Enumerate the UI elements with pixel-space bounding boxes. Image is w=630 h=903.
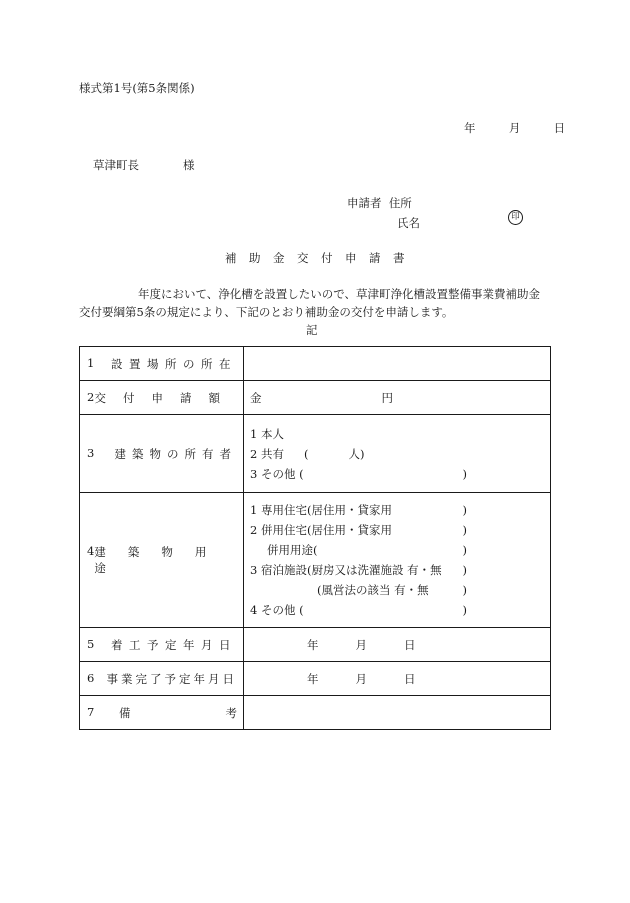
table-row xyxy=(80,415,551,493)
table-row xyxy=(80,493,551,628)
applicant-label: 申請者 xyxy=(347,196,382,210)
usage-field[interactable]: 1 専用住宅(居住用・貸家用 ) 2 併用住宅(居住用・貸家用 ) 併用用途( ) 3 宿泊施設(厨房又は洗濯施設 有・無 ) (風営法の該当 有・無 ) 4 その他 ( ) xyxy=(244,493,551,628)
row-label: 3 建築物の所有者 xyxy=(80,415,244,493)
row-label: 1 設置場所の所在 xyxy=(80,347,244,381)
form-number: 様式第1号(第5条関係) xyxy=(79,81,195,95)
applicant-block xyxy=(347,193,420,233)
table-row xyxy=(80,696,551,730)
body-line-2: 交付要綱第5条の規定により、下記のとおり補助金の交付を申請します。 xyxy=(79,305,454,319)
table-row xyxy=(80,628,551,662)
table-row xyxy=(80,381,551,415)
ki-heading: 記 xyxy=(306,323,318,337)
addressee-name: 草津町長 xyxy=(93,158,139,172)
date-line xyxy=(464,120,565,136)
addressee-honorific: 様 xyxy=(183,158,195,172)
seal-mark: 印 xyxy=(508,210,523,225)
name-label: 氏名 xyxy=(397,216,420,230)
body-line-1: 年度において、浄化槽を設置したいので、草津町浄化槽設置整備事業費補助金 xyxy=(138,287,541,301)
date-year: 年 xyxy=(464,121,476,135)
date-day: 日 xyxy=(553,121,566,135)
application-table xyxy=(79,346,551,730)
body-text xyxy=(79,285,554,321)
row-label: 2 交付申請額 xyxy=(80,381,244,415)
owner-field[interactable]: 1 本人 2 共有 ( 人) 3 その他 ( ) xyxy=(244,415,551,493)
completion-date-field[interactable]: 年 月 日 xyxy=(244,662,551,696)
table-row xyxy=(80,347,551,381)
address-label: 住所 xyxy=(388,196,412,210)
table-row xyxy=(80,662,551,696)
location-field[interactable] xyxy=(244,347,551,381)
row-label: 7 備考 xyxy=(80,696,244,730)
row-label: 5 着工予定年月日 xyxy=(80,628,244,662)
document-title: 補助金交付申請書 xyxy=(225,251,417,265)
addressee xyxy=(93,157,195,173)
row-label: 4 建築物用途 xyxy=(80,493,244,628)
amount-field[interactable]: 金 円 xyxy=(244,381,551,415)
row-label: 6 事業完了予定年月日 xyxy=(80,662,244,696)
date-month: 月 xyxy=(508,121,521,135)
start-date-field[interactable]: 年 月 日 xyxy=(244,628,551,662)
